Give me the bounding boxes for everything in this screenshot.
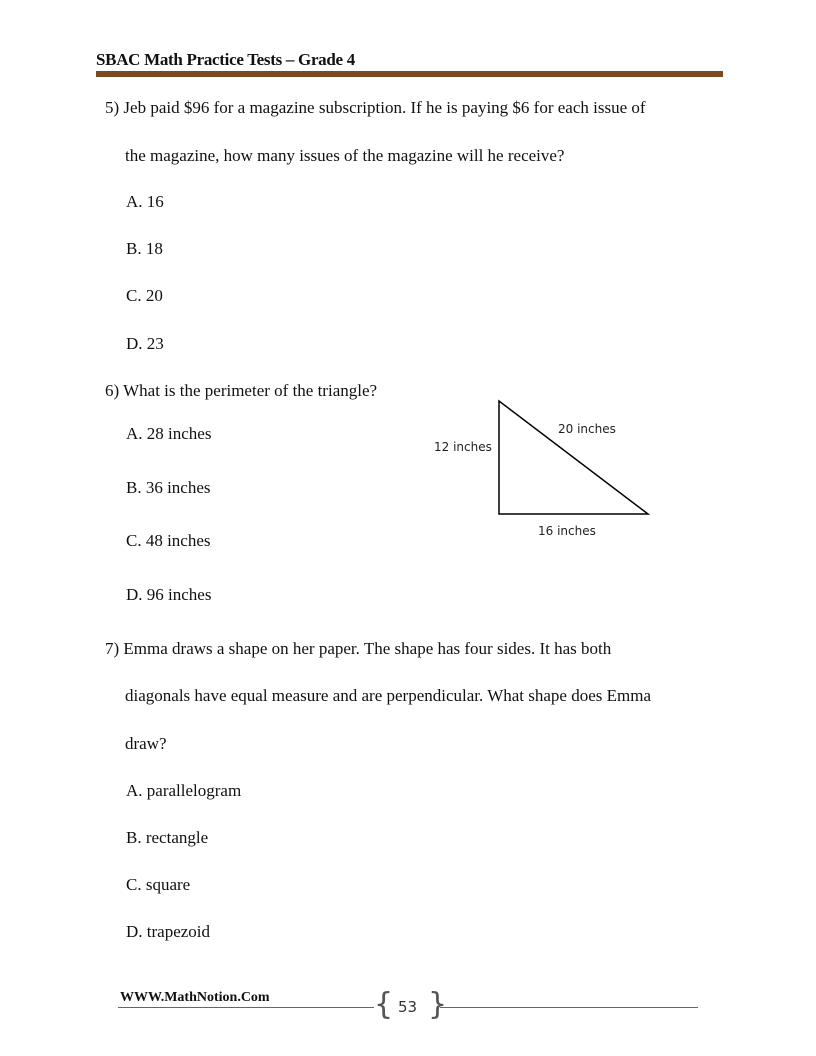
page-bracket-right: } [428,987,448,1022]
page-header-title: SBAC Math Practice Tests – Grade 4 [96,50,355,69]
q7-option-a[interactable]: A. parallelogram [126,781,242,800]
q7-stem-line2: diagonals have equal measure and are perpendicular. What shape does Emma [125,686,652,705]
page-bracket-left: { [374,987,394,1022]
q5-stem-line2: the magazine, how many issues of the magazine will he receive? [125,146,565,165]
q7-stem-line3: draw? [125,734,167,753]
q6-option-c[interactable]: C. 48 inches [126,531,211,550]
q7-option-b[interactable]: B. rectangle [126,828,209,847]
footer-website: WWW.MathNotion.Com [120,990,270,1005]
page-number: 53 [398,998,418,1016]
q5-option-a[interactable]: A. 16 [126,192,164,211]
triangle-left-side-label: 12 inches [434,440,492,454]
triangle-figure [490,393,660,523]
q5-option-b[interactable]: B. 18 [126,239,163,258]
triangle-hypotenuse-label: 20 inches [558,422,616,436]
q6-stem-line1: 6) What is the perimeter of the triangle? [105,381,378,400]
q5-stem-line1: 5) Jeb paid $96 for a magazine subscription. If he is paying $6 for each issue of [105,98,646,117]
q6-option-a[interactable]: A. 28 inches [126,424,212,443]
q6-option-d[interactable]: D. 96 inches [126,585,212,604]
q6-option-b[interactable]: B. 36 inches [126,478,211,497]
footer-rule-left [118,1007,374,1008]
q5-option-d[interactable]: D. 23 [126,334,164,353]
q5-option-c[interactable]: C. 20 [126,286,163,305]
header-divider [96,71,723,77]
triangle-bottom-side-label: 16 inches [538,524,596,538]
q7-option-d[interactable]: D. trapezoid [126,922,211,941]
footer-rule-right [440,1007,698,1008]
q7-option-c[interactable]: C. square [126,875,191,894]
triangle-shape [499,401,648,514]
q7-stem-line1: 7) Emma draws a shape on her paper. The shape has four sides. It has both [105,639,612,658]
